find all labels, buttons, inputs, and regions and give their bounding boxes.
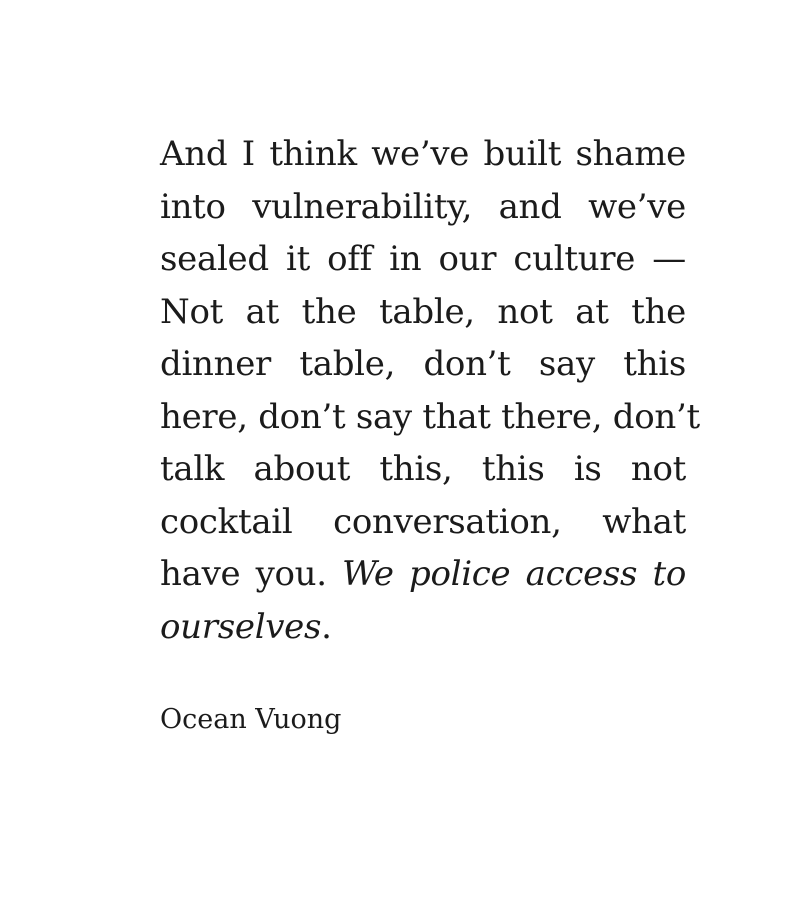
quote-line-10-italic: ourselves [160, 606, 322, 647]
quote-line-10-period: . [321, 606, 332, 647]
quote-author: Ocean Vuong [160, 704, 342, 735]
quote-line-3: sealed it off in our culture — [160, 239, 686, 279]
quote-line-9 [160, 548, 686, 601]
quote-line-6: here, don’t say that there, don’t [160, 396, 700, 437]
quote-block [160, 128, 700, 653]
quote-line-5: dinner table, don’t say this [160, 344, 686, 384]
quote-line-7: talk about this, this is not [160, 449, 686, 489]
quote-text [160, 128, 700, 653]
quote-line-1: And I think we’ve built shame [160, 134, 686, 174]
quote-line-8: cocktail conversation, what [160, 501, 686, 542]
quote-line-9-italic: We police access to [342, 554, 686, 594]
quote-line-2: into vulnerability, and we’ve [160, 186, 686, 227]
quote-line-4: Not at the table, not at the [160, 291, 686, 332]
quote-line-10 [160, 601, 686, 654]
quote-line-9-plain: have you. [160, 554, 343, 594]
